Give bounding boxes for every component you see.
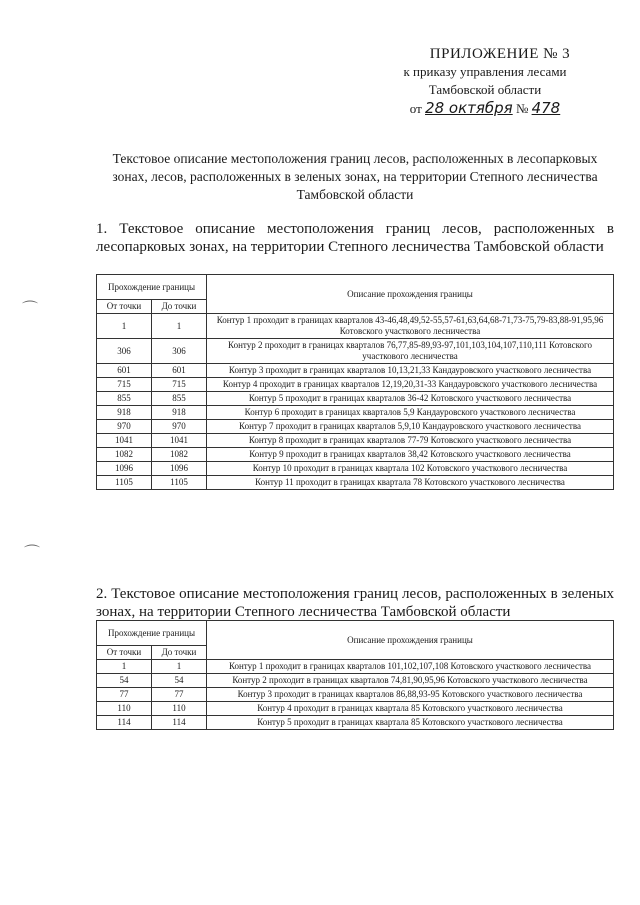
cell-from-point: 54 — [97, 674, 152, 688]
cell-from-point: 306 — [97, 339, 152, 364]
cell-from-point: 855 — [97, 392, 152, 406]
cell-to-point: 77 — [152, 688, 207, 702]
number-value: 478 — [531, 99, 561, 117]
table-row — [97, 476, 614, 490]
cell-to-point: 918 — [152, 406, 207, 420]
cell-description: Контур 2 проходит в границах кварталов 74,81,90,95,96 Котовского участкового лесничества — [207, 674, 614, 688]
scan-hole-mark: ⌒ — [24, 543, 41, 562]
date-prefix: от — [409, 101, 422, 116]
table-row — [97, 674, 614, 688]
header-to-point: До точки — [152, 300, 207, 314]
section1-heading: 1. Текстовое описание местоположения границ лесов, расположенных в лесопарковых зонах, на территории Степного лесничества Тамбовской области — [96, 221, 614, 255]
cell-from-point: 110 — [97, 702, 152, 716]
cell-to-point: 1041 — [152, 434, 207, 448]
table-row — [97, 339, 614, 364]
cell-from-point: 114 — [97, 716, 152, 730]
cell-from-point: 1082 — [97, 448, 152, 462]
table-row — [97, 702, 614, 716]
cell-to-point: 114 — [152, 716, 207, 730]
cell-to-point: 1 — [152, 314, 207, 339]
cell-description: Контур 5 проходит в границах квартала 85 Котовского участкового лесничества — [207, 716, 614, 730]
header-from-point: От точки — [97, 646, 152, 660]
cell-from-point: 601 — [97, 364, 152, 378]
cell-from-point: 1 — [97, 314, 152, 339]
header-from-point: От точки — [97, 300, 152, 314]
cell-to-point: 1082 — [152, 448, 207, 462]
table-row — [97, 392, 614, 406]
appendix-region-line: Тамбовской области — [428, 82, 542, 97]
cell-description: Контур 7 проходит в границах кварталов 5,9,10 Кандауровского участкового лесничества — [207, 420, 614, 434]
cell-to-point: 54 — [152, 674, 207, 688]
cell-description: Контур 10 проходит в границах квартала 102 Котовского участкового лесничества — [207, 462, 614, 476]
cell-description: Контур 4 проходит в границах квартала 85 Котовского участкового лесничества — [207, 702, 614, 716]
header-description: Описание прохождения границы — [207, 275, 614, 314]
cell-description: Контур 4 проходит в границах кварталов 12,19,20,31-33 Кандауровского участкового лесничества — [207, 378, 614, 392]
document-title: Текстовое описание местоположения границ лесов, расположенных в лесопарковых зонах, лесов, расположенных в зеленых зонах, на территории Степного лесничества Тамбовской области — [112, 151, 598, 202]
table-row — [97, 660, 614, 674]
table-row — [97, 716, 614, 730]
cell-from-point: 1 — [97, 660, 152, 674]
number-prefix: № — [515, 101, 529, 116]
table-row — [97, 688, 614, 702]
scan-hole-mark: ⌒ — [22, 299, 39, 318]
cell-from-point: 1041 — [97, 434, 152, 448]
date-value: 28 октября — [425, 99, 513, 117]
table-row — [97, 406, 614, 420]
cell-from-point: 970 — [97, 420, 152, 434]
cell-description: Контур 11 проходит в границах квартала 78 Котовского участкового лесничества — [207, 476, 614, 490]
table-row — [97, 314, 614, 339]
cell-description: Контур 2 проходит в границах кварталов 76,77,85-89,93-97,101,103,104,107,110,111 Котовского участкового лесничества — [207, 339, 614, 364]
cell-description: Контур 1 проходит в границах кварталов 43-46,48,49,52-55,57-61,63,64,68-71,73-75,79-83,88-91,95,96 Котовского участкового лесничества — [207, 314, 614, 339]
appendix-block — [360, 46, 610, 118]
cell-to-point: 306 — [152, 339, 207, 364]
table-row — [97, 448, 614, 462]
cell-to-point: 601 — [152, 364, 207, 378]
table-row — [97, 420, 614, 434]
header-boundary-group: Прохождение границы — [97, 621, 207, 646]
header-to-point: До точки — [152, 646, 207, 660]
section2-heading: 2. Текстовое описание местоположения границ лесов, расположенных в зеленых зонах, на территории Степного лесничества Тамбовской области — [96, 586, 614, 620]
cell-to-point: 1105 — [152, 476, 207, 490]
cell-description: Контур 1 проходит в границах кварталов 101,102,107,108 Котовского участкового лесничества — [207, 660, 614, 674]
table-row — [97, 364, 614, 378]
section2-table — [96, 620, 614, 730]
cell-to-point: 1096 — [152, 462, 207, 476]
cell-description: Контур 6 проходит в границах кварталов 5,9 Кандауровского участкового лесничества — [207, 406, 614, 420]
appendix-title: ПРИЛОЖЕНИЕ № 3 — [429, 46, 571, 62]
header-boundary-group: Прохождение границы — [97, 275, 207, 300]
cell-to-point: 970 — [152, 420, 207, 434]
cell-to-point: 1 — [152, 660, 207, 674]
cell-to-point: 715 — [152, 378, 207, 392]
header-description: Описание прохождения границы — [207, 621, 614, 660]
table-row — [97, 434, 614, 448]
table-row — [97, 462, 614, 476]
section1-table — [96, 274, 614, 490]
table-row — [97, 378, 614, 392]
cell-to-point: 855 — [152, 392, 207, 406]
cell-description: Контур 5 проходит в границах кварталов 36-42 Котовского участкового лесничества — [207, 392, 614, 406]
cell-from-point: 77 — [97, 688, 152, 702]
cell-description: Контур 8 проходит в границах кварталов 77-79 Котовского участкового лесничества — [207, 434, 614, 448]
cell-description: Контур 3 проходит в границах кварталов 10,13,21,33 Кандауровского участкового лесничества — [207, 364, 614, 378]
appendix-order-line: к приказу управления лесами — [403, 64, 567, 79]
appendix-date-line — [360, 99, 610, 118]
cell-from-point: 918 — [97, 406, 152, 420]
cell-to-point: 110 — [152, 702, 207, 716]
cell-description: Контур 3 проходит в границах кварталов 86,88,93-95 Котовского участкового лесничества — [207, 688, 614, 702]
cell-from-point: 1096 — [97, 462, 152, 476]
cell-description: Контур 9 проходит в границах кварталов 38,42 Котовского участкового лесничества — [207, 448, 614, 462]
cell-from-point: 715 — [97, 378, 152, 392]
cell-from-point: 1105 — [97, 476, 152, 490]
